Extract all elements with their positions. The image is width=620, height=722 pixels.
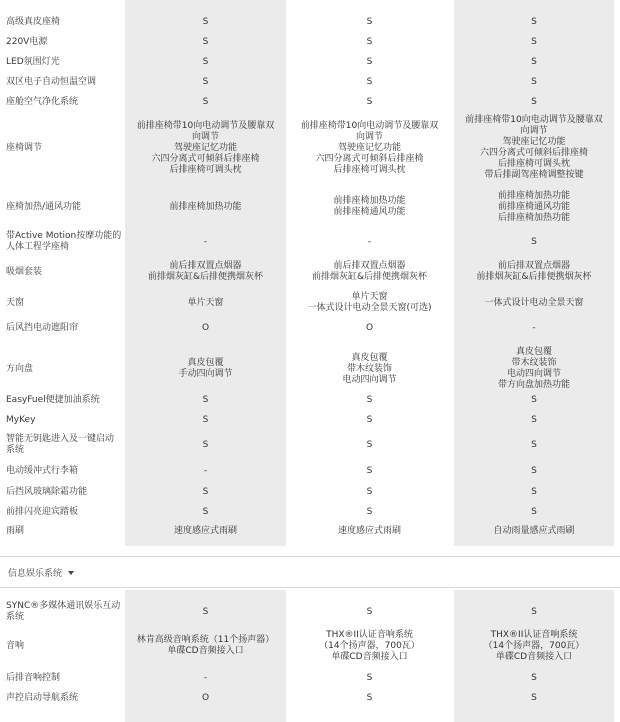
section-title: 信息娱乐系统 <box>8 569 63 579</box>
value-line: 一体式设计电动全景天窗 <box>484 297 584 308</box>
feature-value-trim-1 <box>125 626 286 666</box>
feature-value-trim-1 <box>125 668 286 688</box>
value-line: 自动雨量感应式雨刷 <box>493 525 575 536</box>
table-row <box>0 668 620 688</box>
feature-label: 方向盘 <box>6 363 34 374</box>
feature-value-trim-3 <box>454 482 614 502</box>
feature-label: 雨刷 <box>6 525 25 536</box>
value-line: 前排座椅加热功能 <box>497 190 570 201</box>
feature-value-trim-1 <box>125 688 286 708</box>
feature-value-trim-1 <box>125 410 286 430</box>
feature-value-trim-2 <box>288 688 451 708</box>
feature-label: 后风挡电动遮阳帘 <box>6 322 79 333</box>
value-line: 后排座椅可调头枕 <box>333 164 406 175</box>
feature-value-trim-2 <box>288 410 451 430</box>
value-line: 前后排双置点烟器 <box>333 261 406 271</box>
feature-label: 声控启动导航系统 <box>6 692 79 703</box>
feature-label: SYNC®多媒体通讯娱乐互动系统 <box>6 601 121 622</box>
value-line: 单片天窗 <box>351 292 388 302</box>
feature-value-trim-2 <box>288 114 451 182</box>
value-line: 林肯高级音响系统（11个扬声器） <box>136 635 275 645</box>
feature-value-trim-3 <box>454 688 614 708</box>
feature-label: 前排闪亮迎宾踏板 <box>6 506 79 517</box>
feature-value-trim-3 <box>454 32 614 52</box>
value-line: O <box>201 322 210 333</box>
value-line: S <box>202 394 209 405</box>
feature-value-trim-3 <box>454 288 614 318</box>
section-header-infotainment <box>0 556 620 588</box>
feature-value-trim-1 <box>125 52 286 72</box>
feature-value-trim-3 <box>454 598 614 626</box>
feature-label: 座椅加热/通风功能 <box>6 201 82 212</box>
table-row <box>0 460 620 482</box>
value-line: 前排烟灰缸&后排便携烟灰杯 <box>311 272 428 282</box>
value-line: 六四分离式可倾斜后排座椅 <box>315 153 424 164</box>
feature-value-trim-3 <box>454 432 614 458</box>
feature-value-trim-3 <box>454 72 614 92</box>
table-row <box>0 52 620 72</box>
value-line: S <box>366 414 373 425</box>
value-line: S <box>531 692 537 703</box>
feature-value-trim-1 <box>125 92 286 112</box>
value-line: 速度感应式雨刷 <box>173 525 237 536</box>
value-line: 手动四向调节 <box>178 369 233 379</box>
value-line: - <box>203 672 208 683</box>
feature-value-trim-2 <box>288 318 451 338</box>
value-line: S <box>531 439 537 450</box>
feature-value-trim-2 <box>288 186 451 228</box>
value-line: 前后排双置点烟器 <box>169 261 242 271</box>
feature-label: 座舱空气净化系统 <box>6 96 79 107</box>
value-line: O <box>365 322 374 333</box>
value-line: 六四分离式可倾斜后排座椅 <box>479 148 588 158</box>
value-line: 前排烟灰缸&后排便携烟灰杯 <box>147 272 264 282</box>
value-line: 速度感应式雨刷 <box>337 525 401 536</box>
feature-value-trim-2 <box>288 288 451 318</box>
feature-value-trim-3 <box>454 502 614 522</box>
section-toggle[interactable] <box>8 566 74 579</box>
value-line: S <box>531 76 537 87</box>
feature-value-trim-1 <box>125 482 286 502</box>
caret-down-icon <box>68 571 74 575</box>
table-row <box>0 92 620 112</box>
feature-value-trim-3 <box>454 92 614 112</box>
value-line: S <box>531 56 537 67</box>
table-row <box>0 228 620 256</box>
feature-value-trim-1 <box>125 502 286 522</box>
feature-label: 后排音响控制 <box>6 672 61 683</box>
value-line: 前排座椅带10向电动调节及腰靠双 <box>465 115 603 125</box>
feature-value-trim-2 <box>288 598 451 626</box>
feature-value-trim-3 <box>454 114 614 182</box>
value-line: S <box>202 506 209 517</box>
value-line: 后排座椅可调头枕 <box>497 159 570 169</box>
feature-value-trim-3 <box>454 460 614 482</box>
feature-label: MyKey <box>6 414 36 425</box>
table-row <box>0 598 620 626</box>
feature-value-trim-1 <box>125 186 286 228</box>
feature-value-trim-1 <box>125 256 286 288</box>
value-line: S <box>202 96 209 107</box>
feature-label: 智能无钥匙进入及一键启动系统 <box>6 434 115 455</box>
value-line: 前排座椅加热功能 <box>169 201 242 212</box>
feature-value-trim-2 <box>288 390 451 410</box>
feature-value-trim-2 <box>288 228 451 256</box>
feature-value-trim-3 <box>454 52 614 72</box>
value-line: S <box>202 36 209 47</box>
table-row <box>0 256 620 288</box>
feature-value-trim-3 <box>454 626 614 666</box>
feature-value-trim-1 <box>125 288 286 318</box>
value-line: 前排座椅带10向电动调节及腰靠双 <box>300 120 439 131</box>
value-line: 驾驶座记忆功能 <box>337 142 401 153</box>
feature-value-trim-3 <box>454 186 614 228</box>
value-line: S <box>202 439 209 450</box>
value-line: S <box>366 506 373 517</box>
feature-label: 音响 <box>6 640 25 651</box>
value-line: - <box>203 236 208 247</box>
value-line: S <box>531 16 537 27</box>
value-line: S <box>366 486 373 497</box>
value-line: S <box>202 76 209 87</box>
value-line: 真皮包覆 <box>187 358 224 368</box>
value-line: S <box>531 465 537 476</box>
table-row <box>0 186 620 228</box>
value-line: - <box>203 465 208 476</box>
value-line: 单片天窗 <box>187 297 224 308</box>
feature-value-trim-1 <box>125 598 286 626</box>
feature-value-trim-3 <box>454 318 614 338</box>
table-row <box>0 688 620 708</box>
value-line: S <box>531 606 537 617</box>
value-line: - <box>532 322 536 333</box>
feature-value-trim-2 <box>288 12 451 32</box>
value-line: 向调节 <box>191 131 219 142</box>
value-line: S <box>531 236 537 247</box>
feature-label: EasyFuel便捷加油系统 <box>6 394 100 405</box>
feature-value-trim-3 <box>454 410 614 430</box>
value-line: 后排座椅可调头枕 <box>169 164 242 175</box>
value-line: S <box>202 606 209 617</box>
value-line: 六四分离式可倾斜后排座椅 <box>151 153 260 164</box>
feature-value-trim-1 <box>125 72 286 92</box>
value-line: S <box>366 96 373 107</box>
table-row <box>0 72 620 92</box>
value-line: 前后排双置点烟器 <box>497 261 570 271</box>
value-line: THX®II认证音响系统 <box>490 629 578 640</box>
value-line: S <box>531 394 537 405</box>
value-line: S <box>202 56 209 67</box>
value-line: - <box>367 236 372 247</box>
value-line: （14个扬声器，700瓦） <box>483 640 585 651</box>
value-line: 电动四向调节 <box>342 374 397 385</box>
value-line: S <box>531 506 537 517</box>
feature-value-trim-2 <box>288 432 451 458</box>
value-line: 真皮包覆 <box>351 352 388 363</box>
table-row <box>0 626 620 666</box>
value-line: 向调节 <box>520 126 548 136</box>
value-line: 驾驶座记忆功能 <box>173 142 237 153</box>
feature-value-trim-2 <box>288 32 451 52</box>
table-row <box>0 288 620 318</box>
value-line: 前排座椅加热功能 <box>333 196 406 206</box>
table-row <box>0 410 620 430</box>
value-line: S <box>202 486 209 497</box>
value-line: S <box>366 465 373 476</box>
value-line: 带方向盘加热功能 <box>497 380 570 390</box>
feature-label: 座椅调节 <box>6 142 43 153</box>
feature-label: 吸烟套装 <box>6 266 43 277</box>
feature-value-trim-2 <box>288 92 451 112</box>
value-line: THX®II认证音响系统 <box>326 629 413 640</box>
value-line: S <box>202 414 209 425</box>
feature-value-trim-2 <box>288 502 451 522</box>
feature-label: 后挡风玻璃除霜功能 <box>6 486 88 497</box>
value-line: S <box>366 16 373 27</box>
value-line: S <box>366 394 373 405</box>
table-row <box>0 432 620 458</box>
value-line: （14个扬声器，700瓦） <box>319 640 420 651</box>
value-line: 前排座椅通风功能 <box>497 201 570 212</box>
value-line: S <box>366 672 373 683</box>
feature-value-trim-1 <box>125 390 286 410</box>
value-line: S <box>366 606 373 617</box>
value-line: 单碟CD音频接入口 <box>167 646 244 656</box>
table-row <box>0 482 620 502</box>
feature-label: 天窗 <box>6 297 25 308</box>
value-line: S <box>531 96 537 107</box>
table-row <box>0 114 620 182</box>
feature-value-trim-3 <box>454 520 614 542</box>
feature-label: LED氛围灯光 <box>6 56 60 67</box>
feature-value-trim-1 <box>125 32 286 52</box>
feature-value-trim-2 <box>288 72 451 92</box>
feature-label: 带Active Motion按摩功能的人体工程学座椅 <box>6 231 122 252</box>
value-line: 一体式设计电动全景天窗(可选) <box>307 303 432 313</box>
value-line: 电动四向调节 <box>506 369 561 379</box>
feature-value-trim-2 <box>288 52 451 72</box>
feature-value-trim-1 <box>125 432 286 458</box>
feature-value-trim-1 <box>125 520 286 542</box>
value-line: 带后排副驾座椅调整按键 <box>484 170 584 180</box>
value-line: 带木纹装饰 <box>511 358 557 368</box>
value-line: 后排座椅加热功能 <box>497 212 570 223</box>
feature-label: 电动缓冲式行李箱 <box>6 465 79 476</box>
value-line: 单碟CD音频接入口 <box>495 651 573 662</box>
value-line: S <box>531 36 537 47</box>
value-line: 前排座椅带10向电动调节及腰靠双 <box>136 120 275 131</box>
feature-value-trim-1 <box>125 12 286 32</box>
feature-value-trim-2 <box>288 668 451 688</box>
feature-value-trim-1 <box>125 318 286 338</box>
table-row <box>0 502 620 522</box>
value-line: S <box>202 16 209 27</box>
value-line: S <box>366 36 373 47</box>
value-line: 真皮包覆 <box>515 347 552 357</box>
feature-label: 双区电子自动恒温空调 <box>6 76 97 87</box>
value-line: 驾驶座记忆功能 <box>502 137 566 147</box>
feature-value-trim-2 <box>288 520 451 542</box>
feature-value-trim-2 <box>288 256 451 288</box>
value-line: S <box>531 486 537 497</box>
table-row <box>0 390 620 410</box>
value-line: 前排座椅通风功能 <box>333 207 406 217</box>
value-line: S <box>531 672 537 683</box>
feature-value-trim-2 <box>288 460 451 482</box>
feature-label: 高级真皮座椅 <box>6 16 61 27</box>
feature-value-trim-3 <box>454 12 614 32</box>
value-line: S <box>366 56 373 67</box>
feature-value-trim-3 <box>454 228 614 256</box>
feature-value-trim-3 <box>454 668 614 688</box>
table-row <box>0 520 620 542</box>
feature-value-trim-2 <box>288 482 451 502</box>
value-line: S <box>366 692 373 703</box>
value-line: 单碟CD音频接入口 <box>331 651 408 662</box>
value-line: 带木纹装饰 <box>346 363 392 374</box>
value-line: S <box>366 439 373 450</box>
feature-value-trim-1 <box>125 460 286 482</box>
feature-value-trim-3 <box>454 390 614 410</box>
feature-value-trim-3 <box>454 256 614 288</box>
table-row <box>0 32 620 52</box>
feature-value-trim-1 <box>125 114 286 182</box>
value-line: S <box>366 76 373 87</box>
value-line: 前排烟灰缸&后排便携烟灰杯 <box>476 272 592 282</box>
table-row <box>0 12 620 32</box>
feature-value-trim-2 <box>288 626 451 666</box>
value-line: 向调节 <box>355 131 383 142</box>
value-line: O <box>201 692 210 703</box>
value-line: S <box>531 414 537 425</box>
feature-value-trim-1 <box>125 228 286 256</box>
table-row <box>0 318 620 338</box>
feature-label: 220V电源 <box>6 36 48 47</box>
